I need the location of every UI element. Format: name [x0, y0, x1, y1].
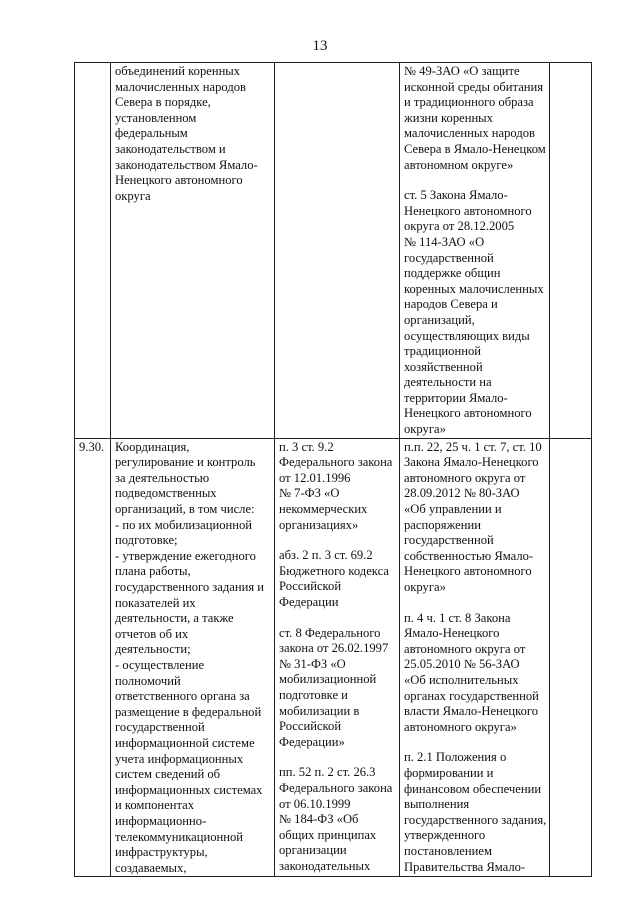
text-line: от 06.10.1999 — [279, 796, 351, 811]
text-line: округа» — [404, 422, 446, 437]
text-line: организации — [279, 843, 347, 858]
text-line: организаций, в том числе: — [115, 502, 255, 517]
text-line: Ненецкого автономного — [115, 173, 243, 188]
text-line: инфраструктуры, — [115, 845, 208, 860]
note-cell — [550, 63, 592, 439]
text-line: Федерального закона — [279, 455, 393, 470]
text-line: деятельности на — [404, 375, 492, 390]
text-line: организаций, — [404, 312, 475, 327]
powers-table — [74, 62, 592, 877]
text-line: 28.09.2012 № 80-ЗАО — [404, 486, 520, 501]
text-line: федеральным — [115, 126, 188, 141]
legal-reference — [404, 64, 546, 173]
text-line: организациях» — [279, 517, 359, 532]
legal-reference — [279, 548, 396, 610]
text-line: округа — [115, 188, 151, 203]
note-cell — [550, 438, 592, 877]
text-line: п. 3 ст. 9.2 — [279, 439, 334, 454]
text-line: - осуществление — [115, 657, 205, 672]
text-line: малочисленных народов — [115, 79, 246, 94]
text-line: общих принципах — [279, 827, 377, 842]
text-line: систем сведений об — [115, 767, 221, 782]
text-line: автономного округа от — [404, 641, 526, 656]
text-line: деятельности; — [115, 642, 191, 657]
text-line: учета информационных — [115, 751, 244, 766]
text-line: полномочий — [115, 673, 181, 688]
text-line: показателей их — [115, 595, 196, 610]
text-line: Ненецкого автономного — [404, 203, 532, 218]
text-line: Федерации — [279, 595, 339, 609]
text-line: Правительства Ямало- — [404, 859, 526, 874]
text-line: 25.05.2010 № 56-ЗАО — [404, 657, 520, 672]
text-line: Севера в Ямало-Ненецком — [404, 141, 546, 156]
text-line: утвержденного — [404, 828, 486, 843]
text-line: п.п. 22, 25 ч. 1 ст. 7, ст. 10 — [404, 439, 542, 454]
text-line: органах государственной — [404, 688, 539, 703]
text-line: некоммерческих — [279, 502, 368, 517]
text-line: государственной — [404, 533, 494, 548]
power-name-cell — [111, 438, 275, 877]
text-line: народов Севера и — [404, 297, 498, 312]
text-line: жизни коренных — [404, 110, 493, 125]
text-line: п. 2.1 Положения о — [404, 750, 507, 765]
text-line: округа» — [404, 580, 446, 594]
text-line: Федерации» — [279, 734, 345, 749]
text-line: установленном — [115, 110, 197, 125]
legal-reference — [404, 611, 546, 736]
text-line: Севера в порядке, — [115, 95, 211, 110]
text-line: автономного округа от — [404, 470, 526, 485]
text-line: «Об исполнительных — [404, 672, 519, 687]
legal-reference — [279, 626, 396, 751]
text-line: Ненецкого автономного — [404, 564, 532, 579]
text-line: территории Ямало- — [404, 390, 508, 405]
text-line: телекоммуникационной — [115, 829, 244, 844]
text-line: исконной среды обитания — [404, 79, 544, 94]
text-line: государственного задания и — [115, 580, 265, 594]
text-line: ст. 5 Закона Ямало- — [404, 188, 508, 203]
text-line: формировании и — [404, 765, 494, 780]
row-number-cell — [75, 63, 111, 439]
text-line: абз. 2 п. 3 ст. 69.2 — [279, 548, 373, 563]
text-line: Российской — [279, 579, 342, 594]
text-line: автономного округа» — [404, 719, 517, 734]
text-line: Бюджетного кодекса — [279, 563, 389, 578]
text-line: размещение в федеральной — [115, 704, 262, 719]
text-line: ответственного органа за — [115, 689, 250, 704]
text-line: закона от 26.02.1997 — [279, 641, 389, 656]
text-line: № 184-ФЗ «Об — [279, 812, 359, 827]
text-line: информационно- — [115, 813, 207, 828]
text-line: финансовом обеспечении — [404, 781, 542, 796]
text-line: коренных малочисленных — [404, 281, 544, 296]
text-line: № 31-ФЗ «О — [279, 656, 346, 671]
text-line: и компонентах — [115, 798, 195, 813]
text-line: традиционной — [404, 344, 481, 359]
text-line: регулирование и контроль — [115, 455, 256, 470]
text-line: Российской — [279, 719, 342, 734]
text-line: п. 4 ч. 1 ст. 8 Закона — [404, 610, 511, 625]
text-line: собственностью Ямало- — [404, 548, 534, 563]
text-line: законодательством Ямало- — [115, 157, 258, 172]
text-line: осуществляющих виды — [404, 328, 530, 343]
page-number: 13 — [312, 38, 328, 54]
text-line: за деятельностью — [115, 470, 210, 485]
text-line: подведомственных — [115, 486, 217, 501]
text-line: Закона Ямало-Ненецкого — [404, 455, 539, 470]
text-line: Ямало-Ненецкого — [404, 626, 500, 641]
text-line: округа от 28.12.2005 — [404, 219, 515, 234]
text-line: - по их мобилизационной — [115, 517, 253, 532]
text-line: поддержке общин — [404, 266, 501, 281]
text-line: создаваемых, — [115, 860, 187, 875]
text-line: законодательных — [279, 858, 371, 873]
text-line: плана работы, — [115, 564, 191, 579]
federal-basis-cell — [275, 438, 400, 877]
text-line: Координация, — [115, 439, 190, 454]
legal-reference — [279, 765, 396, 874]
text-line: и традиционного образа — [404, 95, 534, 110]
text-line: деятельности, а также — [115, 611, 234, 626]
legal-reference — [404, 188, 546, 438]
text-line: № 49-ЗАО «О защите — [404, 64, 520, 78]
legal-reference — [279, 440, 396, 534]
text-line: Ненецкого автономного — [404, 406, 532, 421]
text-line: информационных системах — [115, 782, 263, 797]
text-line: государственной — [404, 250, 494, 265]
text-line: подготовке и — [279, 687, 348, 702]
table-row — [75, 438, 592, 877]
text-line: пп. 52 п. 2 ст. 26.3 — [279, 765, 376, 780]
row-number-cell: 9.30. — [75, 438, 111, 877]
text-line: мобилизационной — [279, 672, 377, 687]
text-line: мобилизации в — [279, 703, 360, 718]
text-line: хозяйственной — [404, 359, 483, 374]
regional-basis-cell — [400, 63, 550, 439]
legal-reference — [404, 440, 546, 596]
text-line: информационной системе — [115, 735, 255, 750]
federal-basis-cell — [275, 63, 400, 439]
text-line: от 12.01.1996 — [279, 470, 351, 485]
text-line: власти Ямало-Ненецкого — [404, 704, 539, 719]
text-line: Федерального закона — [279, 780, 393, 795]
text-line: законодательством и — [115, 141, 226, 156]
text-line: подготовке; — [115, 533, 178, 548]
text-line: ст. 8 Федерального — [279, 625, 381, 640]
text-line: № 114-ЗАО «О — [404, 234, 485, 249]
text-line: № 7-ФЗ «О — [279, 486, 340, 501]
text-line: отчетов об их — [115, 626, 189, 641]
text-line: - утверждение ежегодного — [115, 548, 256, 563]
text-line: объединений коренных — [115, 64, 241, 78]
text-line: «Об управлении и — [404, 502, 502, 517]
regional-basis-cell — [400, 438, 550, 877]
text-line: государственной — [115, 720, 205, 735]
text-line: постановлением — [404, 843, 492, 858]
power-name-cell — [111, 63, 275, 439]
text-line: автономном округе» — [404, 157, 514, 172]
text-line: малочисленных народов — [404, 126, 535, 141]
table-row — [75, 63, 592, 439]
legal-reference — [404, 750, 546, 875]
text-line: распоряжении — [404, 517, 481, 532]
text-line: государственного задания, — [404, 812, 547, 827]
text-line: выполнения — [404, 797, 470, 812]
